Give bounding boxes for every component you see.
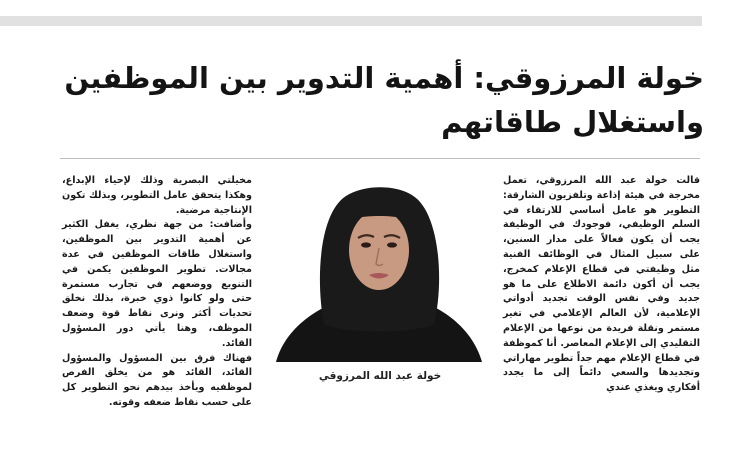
article-column-right — [503, 174, 700, 394]
article-paragraph: مخيلتي البصرية وذلك لإحياء الإبداع، وهكذا يتحقق عامل التطوير، وبذلك تكون الإنتاجية مرضية. — [62, 175, 252, 216]
top-rule — [0, 16, 702, 26]
headline-divider — [60, 158, 700, 159]
article-paragraph: وأضافت: من جهة نظري، يغفل الكثير عن أهمية التدوير بين الموظفين، واستغلال طاقات الموظفين في عدة مجالات. تطوير الموظفين يكمن في التنويع ووضعهم في تجارب مستمرة حتى ولو كانوا ذوي خبرة، بذلك نخلق تحديات أكثر ونرى نقاط قوة وضعف الموظف، وهنا يأتي دور المسؤول القائد. — [62, 219, 252, 349]
article-paragraph: فهناك فرق بين المسؤول والمسؤول القائد، القائد هو من يخلق الفرص لموظفيه ويأخذ بيدهم نحو التطوير كل على حسب نقاط ضعفه وقوته. — [62, 352, 252, 408]
article-paragraph: قالت خولة عبد الله المرزوقي، تعمل مخرجة في هيئة إذاعة وتلفزيون الشارقة: التطوير هو عامل أساسي للارتقاء في السلم الوظيفي، فوجودك في الوظيفة يجب أن يكون فعالاً على مدار السنين، على سبيل المثال في الوظائف الفنية مثل وظيفتي في قطاع الإعلام كمخرج، يجب أن أكون دائمة الاطلاع على ما هو جديد وفي نفس الوقت تجديد أدواتي الإعلامية، لأن العالم الإعلامي في تغير مستمر ونقلة فريدة من نوعها من الإعلام التقليدي إلى الإعلام المعاصر. أنا كموظفة في قطاع الإعلام مهم جداً تطوير مهاراتي وتجديدها والسعي دائماً إلى ما يجدد أفكاري ويغذي عندي — [503, 175, 700, 394]
portrait-photo — [266, 174, 492, 362]
article-headline: خولة المرزوقي: أهمية التدوير بين الموظفين واستغلال طاقاتهم — [64, 61, 704, 139]
article-column-left — [62, 174, 252, 408]
photo-caption: خولة عبد الله المرزوقي — [318, 370, 442, 382]
